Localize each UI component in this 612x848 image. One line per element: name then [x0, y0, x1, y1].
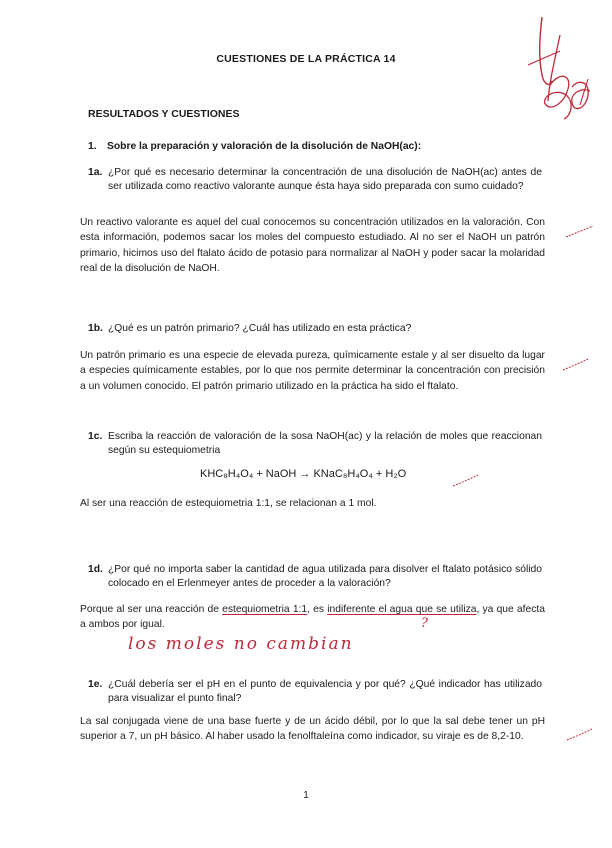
answer-text: , es: [307, 604, 328, 615]
page-number: 1: [303, 790, 309, 801]
handwritten-note: los moles no cambian: [128, 634, 354, 654]
answer-1d: [80, 602, 545, 633]
question-number: 1e.: [88, 679, 103, 690]
question-number: 1c.: [88, 431, 103, 442]
check-tick: [565, 225, 595, 239]
answer-1e: La sal conjugada viene de una base fuerte y de un ácido débil, por lo que la sal debe tener un pH superior a 7, un pH básico. Al haber usado la fenolftaleína como indicador, su viraje es de 8,2-10.: [80, 716, 545, 743]
reaction-equation: KHC₈H₄O₄ + NaOH → KNaC₈H₄O₄ + H₂O: [200, 468, 407, 480]
check-tick: [452, 474, 480, 488]
question-number: 1d.: [88, 564, 103, 575]
underlined-phrase: indiferente el agua que se utiliza: [327, 604, 477, 615]
question-number: 1.: [88, 141, 97, 152]
question-text: ¿Por qué es necesario determinar la concentración de una disolución de NaOH(ac) antes de ser utilizada como reactivo valorante aunque ésta haya sido preparada con sumo cuidado?: [108, 167, 542, 192]
document-title: CUESTIONES DE LA PRÁCTICA 14: [216, 53, 396, 65]
answer-1b: Un patrón primario es una especie de elevada pureza, químicamente estale y al ser disuelto da lugar a especies químicamente estables, por lo que nos permite determinar la concentración con precisión a un volumen conocido. El patrón primario utilizado en la práctica ha sido el ftalato.: [80, 350, 545, 392]
grade-scribble: [520, 15, 600, 125]
question-1: [88, 140, 548, 154]
question-number: 1a.: [88, 167, 103, 178]
question-text: Escriba la reacción de valoración de la sosa NaOH(ac) y la relación de moles que reaccionan según su estequiometria: [108, 431, 542, 456]
underlined-phrase: estequiometria 1:1: [222, 604, 308, 615]
check-tick: [562, 358, 590, 372]
question-1d: [88, 563, 542, 590]
question-1c: [88, 430, 542, 457]
answer-1c: Al ser una reacción de estequiometria 1:1, se relacionan a 1 mol.: [80, 498, 377, 509]
answer-1a: Un reactivo valorante es aquel del cual conocemos su concentración utilizados en la valoración. Con esta información, podemos sacar los moles del compuesto estudiado. Al no ser el NaOH un patrón primario, hicimos uso del ftalato ácido de potasio para normalizar al NaOH y poder sacar la molaridad real de la disolución de NaOH.: [80, 217, 545, 274]
question-text: ¿Qué es un patrón primario? ¿Cuál has utilizado en esta práctica?: [108, 323, 412, 334]
section-heading: RESULTADOS Y CUESTIONES: [88, 108, 240, 120]
question-text: ¿Cuál debería ser el pH en el punto de equivalencia y por qué? ¿Qué indicador has utilizado para visualizar el punto final?: [108, 679, 542, 704]
question-1e: [88, 678, 542, 705]
check-tick: [566, 728, 594, 742]
answer-text: , ya que afecta a ambos por igual.: [80, 604, 545, 631]
answer-text: Porque al ser una reacción de: [80, 604, 223, 615]
question-1a: [88, 166, 542, 193]
question-number: 1b.: [88, 323, 103, 334]
question-text: ¿Por qué no importa saber la cantidad de agua utilizada para disolver el ftalato potásico sólido colocado en el Erlenmeyer antes de proceder a la valoración?: [108, 564, 542, 589]
question-1b: [88, 322, 542, 336]
question-text: Sobre la preparación y valoración de la disolución de NaOH(ac):: [107, 141, 422, 152]
handwritten-question-mark: ?: [421, 616, 428, 631]
